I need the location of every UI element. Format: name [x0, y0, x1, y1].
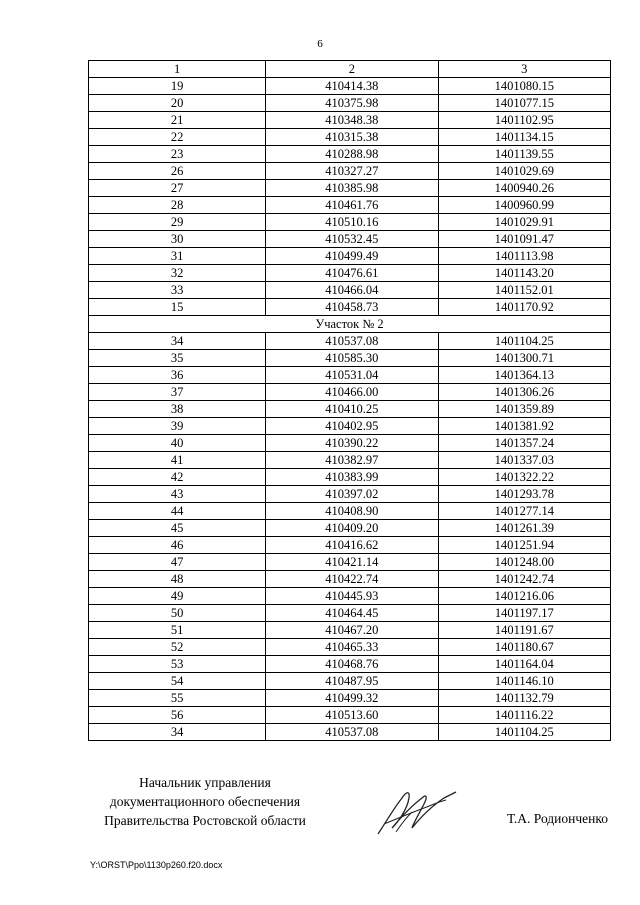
- x-coordinate-cell: 410327.27: [266, 163, 438, 180]
- table-row: [89, 571, 611, 588]
- table-row: [89, 605, 611, 622]
- section-row: [89, 316, 611, 333]
- point-number-cell: 40: [89, 435, 266, 452]
- table-row: [89, 690, 611, 707]
- point-number-cell: 42: [89, 469, 266, 486]
- y-coordinate-cell: 1401139.55: [438, 146, 610, 163]
- table-row: [89, 435, 611, 452]
- column-header: 1: [89, 61, 266, 78]
- table-row: [89, 231, 611, 248]
- y-coordinate-cell: 1401104.25: [438, 333, 610, 350]
- signatory-title-line: Начальник управления: [139, 775, 271, 790]
- y-coordinate-cell: 1401357.24: [438, 435, 610, 452]
- table-row: [89, 707, 611, 724]
- table-header-row: [89, 61, 611, 78]
- table-row: [89, 401, 611, 418]
- x-coordinate-cell: 410476.61: [266, 265, 438, 282]
- x-coordinate-cell: 410408.90: [266, 503, 438, 520]
- point-number-cell: 45: [89, 520, 266, 537]
- y-coordinate-cell: 1401146.10: [438, 673, 610, 690]
- table-row: [89, 622, 611, 639]
- y-coordinate-cell: 1401381.92: [438, 418, 610, 435]
- table-row: [89, 656, 611, 673]
- table-row: [89, 333, 611, 350]
- y-coordinate-cell: 1401191.67: [438, 622, 610, 639]
- x-coordinate-cell: 410288.98: [266, 146, 438, 163]
- x-coordinate-cell: 410409.20: [266, 520, 438, 537]
- y-coordinate-cell: 1401143.20: [438, 265, 610, 282]
- x-coordinate-cell: 410421.14: [266, 554, 438, 571]
- y-coordinate-cell: 1401248.00: [438, 554, 610, 571]
- point-number-cell: 34: [89, 724, 266, 741]
- y-coordinate-cell: 1401322.22: [438, 469, 610, 486]
- y-coordinate-cell: 1401306.26: [438, 384, 610, 401]
- table-row: [89, 520, 611, 537]
- x-coordinate-cell: 410513.60: [266, 707, 438, 724]
- table-row: [89, 265, 611, 282]
- point-number-cell: 21: [89, 112, 266, 129]
- point-number-cell: 26: [89, 163, 266, 180]
- x-coordinate-cell: 410537.08: [266, 724, 438, 741]
- point-number-cell: 41: [89, 452, 266, 469]
- point-number-cell: 43: [89, 486, 266, 503]
- y-coordinate-cell: 1401277.14: [438, 503, 610, 520]
- table-row: [89, 95, 611, 112]
- point-number-cell: 20: [89, 95, 266, 112]
- point-number-cell: 47: [89, 554, 266, 571]
- point-number-cell: 35: [89, 350, 266, 367]
- y-coordinate-cell: 1401180.67: [438, 639, 610, 656]
- x-coordinate-cell: 410410.25: [266, 401, 438, 418]
- y-coordinate-cell: 1401197.17: [438, 605, 610, 622]
- x-coordinate-cell: 410375.98: [266, 95, 438, 112]
- x-coordinate-cell: 410385.98: [266, 180, 438, 197]
- table-row: [89, 554, 611, 571]
- point-number-cell: 51: [89, 622, 266, 639]
- y-coordinate-cell: 1401337.03: [438, 452, 610, 469]
- x-coordinate-cell: 410414.38: [266, 78, 438, 95]
- table-row: [89, 146, 611, 163]
- table-row: [89, 112, 611, 129]
- point-number-cell: 30: [89, 231, 266, 248]
- signatory-title-line: документационного обеспечения: [109, 794, 301, 809]
- table-row: [89, 537, 611, 554]
- x-coordinate-cell: 410422.74: [266, 571, 438, 588]
- table-row: [89, 350, 611, 367]
- y-coordinate-cell: 1401359.89: [438, 401, 610, 418]
- x-coordinate-cell: 410468.76: [266, 656, 438, 673]
- table-row: [89, 180, 611, 197]
- y-coordinate-cell: 1401134.15: [438, 129, 610, 146]
- table-row: [89, 588, 611, 605]
- table-row: [89, 78, 611, 95]
- y-coordinate-cell: 1401152.01: [438, 282, 610, 299]
- x-coordinate-cell: 410464.45: [266, 605, 438, 622]
- signatory-title: [60, 773, 350, 830]
- table-row: [89, 214, 611, 231]
- table-row: [89, 673, 611, 690]
- point-number-cell: 22: [89, 129, 266, 146]
- x-coordinate-cell: 410510.16: [266, 214, 438, 231]
- table-row: [89, 163, 611, 180]
- point-number-cell: 48: [89, 571, 266, 588]
- column-header: 2: [266, 61, 438, 78]
- point-number-cell: 33: [89, 282, 266, 299]
- point-number-cell: 36: [89, 367, 266, 384]
- y-coordinate-cell: 1401216.06: [438, 588, 610, 605]
- x-coordinate-cell: 410466.00: [266, 384, 438, 401]
- table-row: [89, 384, 611, 401]
- x-coordinate-cell: 410466.04: [266, 282, 438, 299]
- point-number-cell: 29: [89, 214, 266, 231]
- point-number-cell: 52: [89, 639, 266, 656]
- y-coordinate-cell: 1401261.39: [438, 520, 610, 537]
- x-coordinate-cell: 410402.95: [266, 418, 438, 435]
- table-row: [89, 197, 611, 214]
- y-coordinate-cell: 1401113.98: [438, 248, 610, 265]
- point-number-cell: 39: [89, 418, 266, 435]
- y-coordinate-cell: 1400940.26: [438, 180, 610, 197]
- y-coordinate-cell: 1401300.71: [438, 350, 610, 367]
- x-coordinate-cell: 410499.49: [266, 248, 438, 265]
- table-row: [89, 418, 611, 435]
- y-coordinate-cell: 1401104.25: [438, 724, 610, 741]
- x-coordinate-cell: 410397.02: [266, 486, 438, 503]
- y-coordinate-cell: 1401077.15: [438, 95, 610, 112]
- x-coordinate-cell: 410458.73: [266, 299, 438, 316]
- file-path: Y:\ORST\Ppo\1130p260.f20.docx: [90, 860, 223, 870]
- point-number-cell: 32: [89, 265, 266, 282]
- handwritten-signature: [372, 782, 462, 840]
- y-coordinate-cell: 1401102.95: [438, 112, 610, 129]
- table-row: [89, 503, 611, 520]
- table-row: [89, 299, 611, 316]
- y-coordinate-cell: 1401251.94: [438, 537, 610, 554]
- x-coordinate-cell: 410445.93: [266, 588, 438, 605]
- point-number-cell: 28: [89, 197, 266, 214]
- point-number-cell: 56: [89, 707, 266, 724]
- x-coordinate-cell: 410416.62: [266, 537, 438, 554]
- table-row: [89, 724, 611, 741]
- point-number-cell: 31: [89, 248, 266, 265]
- x-coordinate-cell: 410537.08: [266, 333, 438, 350]
- x-coordinate-cell: 410585.30: [266, 350, 438, 367]
- x-coordinate-cell: 410382.97: [266, 452, 438, 469]
- y-coordinate-cell: 1401132.79: [438, 690, 610, 707]
- y-coordinate-cell: 1401242.74: [438, 571, 610, 588]
- x-coordinate-cell: 410532.45: [266, 231, 438, 248]
- x-coordinate-cell: 410465.33: [266, 639, 438, 656]
- coordinates-table: [88, 60, 611, 741]
- signatory-title-line: Правительства Ростовской области: [104, 813, 306, 828]
- x-coordinate-cell: 410467.20: [266, 622, 438, 639]
- point-number-cell: 37: [89, 384, 266, 401]
- point-number-cell: 27: [89, 180, 266, 197]
- y-coordinate-cell: 1401116.22: [438, 707, 610, 724]
- table-row: [89, 469, 611, 486]
- page-number: 6: [317, 38, 323, 50]
- point-number-cell: 19: [89, 78, 266, 95]
- signatory-name: Т.А. Родионченко: [507, 811, 608, 826]
- point-number-cell: 55: [89, 690, 266, 707]
- table-row: [89, 367, 611, 384]
- table-row: [89, 486, 611, 503]
- table-row: [89, 248, 611, 265]
- table-body: [89, 61, 611, 741]
- column-header: 3: [438, 61, 610, 78]
- x-coordinate-cell: 410315.38: [266, 129, 438, 146]
- y-coordinate-cell: 1401029.91: [438, 214, 610, 231]
- table-row: [89, 639, 611, 656]
- x-coordinate-cell: 410499.32: [266, 690, 438, 707]
- point-number-cell: 23: [89, 146, 266, 163]
- section-label: Участок № 2: [89, 316, 611, 333]
- y-coordinate-cell: 1401091.47: [438, 231, 610, 248]
- point-number-cell: 53: [89, 656, 266, 673]
- table-row: [89, 452, 611, 469]
- point-number-cell: 54: [89, 673, 266, 690]
- x-coordinate-cell: 410487.95: [266, 673, 438, 690]
- table-row: [89, 282, 611, 299]
- y-coordinate-cell: 1401293.78: [438, 486, 610, 503]
- table-row: [89, 129, 611, 146]
- y-coordinate-cell: 1401080.15: [438, 78, 610, 95]
- y-coordinate-cell: 1401170.92: [438, 299, 610, 316]
- point-number-cell: 38: [89, 401, 266, 418]
- point-number-cell: 15: [89, 299, 266, 316]
- point-number-cell: 46: [89, 537, 266, 554]
- y-coordinate-cell: 1401029.69: [438, 163, 610, 180]
- x-coordinate-cell: 410390.22: [266, 435, 438, 452]
- x-coordinate-cell: 410531.04: [266, 367, 438, 384]
- x-coordinate-cell: 410383.99: [266, 469, 438, 486]
- y-coordinate-cell: 1401164.04: [438, 656, 610, 673]
- y-coordinate-cell: 1401364.13: [438, 367, 610, 384]
- point-number-cell: 34: [89, 333, 266, 350]
- point-number-cell: 49: [89, 588, 266, 605]
- x-coordinate-cell: 410348.38: [266, 112, 438, 129]
- x-coordinate-cell: 410461.76: [266, 197, 438, 214]
- y-coordinate-cell: 1400960.99: [438, 197, 610, 214]
- point-number-cell: 44: [89, 503, 266, 520]
- point-number-cell: 50: [89, 605, 266, 622]
